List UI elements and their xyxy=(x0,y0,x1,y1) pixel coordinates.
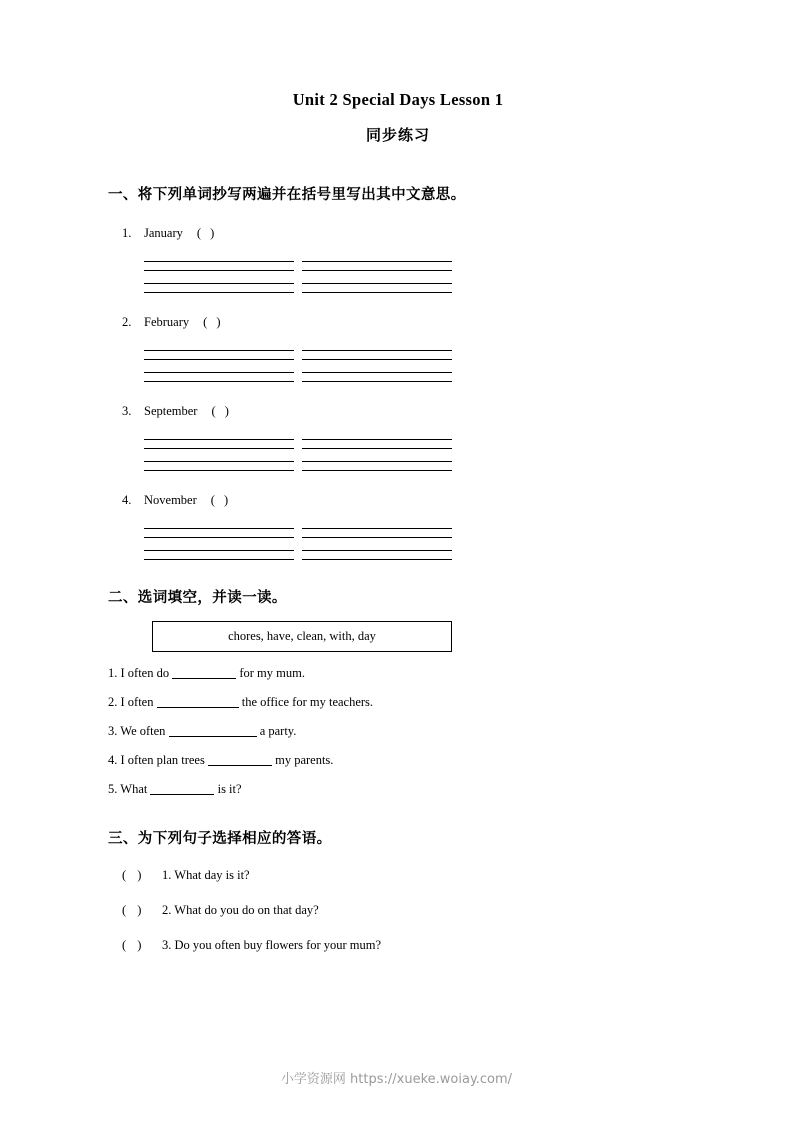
word-meaning-blank[interactable]: ( ) xyxy=(210,493,232,507)
fill-blank-prefix: 5. What xyxy=(108,782,148,796)
match-item xyxy=(108,938,688,953)
writing-rule[interactable] xyxy=(302,440,452,449)
word-number: 1. xyxy=(122,226,132,240)
word-line xyxy=(108,226,688,241)
fill-blank-item xyxy=(108,753,688,768)
writing-lines[interactable] xyxy=(144,249,464,293)
word-number: 2. xyxy=(122,315,132,329)
writing-rule[interactable] xyxy=(144,249,294,262)
word-number: 3. xyxy=(122,404,132,418)
writing-lines[interactable] xyxy=(144,427,464,471)
fill-blank-prefix: 4. I often plan trees xyxy=(108,753,205,767)
fill-blank-suffix: my parents. xyxy=(275,753,334,767)
writing-lines-left[interactable] xyxy=(144,338,294,382)
writing-rule[interactable] xyxy=(302,351,452,360)
writing-lines-left[interactable] xyxy=(144,516,294,560)
worksheet-content xyxy=(108,90,688,953)
fill-blank-item xyxy=(108,666,688,681)
fill-blank-prefix: 2. I often xyxy=(108,695,154,709)
writing-rule[interactable] xyxy=(302,427,452,440)
fill-blank-suffix: the office for my teachers. xyxy=(241,695,374,709)
writing-rule[interactable] xyxy=(144,449,294,462)
fill-blank-suffix: a party. xyxy=(259,724,297,738)
writing-rule[interactable] xyxy=(144,360,294,373)
word-copy-item xyxy=(108,226,688,293)
fill-blank-input[interactable] xyxy=(208,765,272,766)
writing-rule[interactable] xyxy=(144,427,294,440)
writing-lines-right[interactable] xyxy=(302,249,452,293)
writing-rule[interactable] xyxy=(302,284,452,293)
word-text: January xyxy=(144,226,183,240)
writing-rule[interactable] xyxy=(144,529,294,538)
writing-rule[interactable] xyxy=(302,516,452,529)
match-answer-blank[interactable]: ( ) xyxy=(122,868,146,882)
word-copy-item xyxy=(108,493,688,560)
writing-lines-right[interactable] xyxy=(302,427,452,471)
word-number: 4. xyxy=(122,493,132,507)
fill-blank-suffix: is it? xyxy=(217,782,242,796)
writing-rule[interactable] xyxy=(302,462,452,471)
word-line xyxy=(108,404,688,419)
word-line xyxy=(108,315,688,330)
writing-rule[interactable] xyxy=(144,551,294,560)
page-title: Unit 2 Special Days Lesson 1 xyxy=(292,90,504,109)
match-item xyxy=(108,868,688,883)
writing-rule[interactable] xyxy=(302,449,452,462)
fill-blank-item xyxy=(108,695,688,710)
match-question-text: 1. What day is it? xyxy=(162,868,250,882)
writing-lines-left[interactable] xyxy=(144,427,294,471)
word-text: September xyxy=(144,404,198,418)
writing-rule[interactable] xyxy=(144,462,294,471)
writing-rule[interactable] xyxy=(144,538,294,551)
section-2-heading: 二、选词填空，并读一读。 xyxy=(108,590,287,606)
writing-rule[interactable] xyxy=(144,271,294,284)
writing-rule[interactable] xyxy=(144,440,294,449)
writing-rule[interactable] xyxy=(302,538,452,551)
fill-blank-input[interactable] xyxy=(157,707,239,708)
writing-rule[interactable] xyxy=(302,529,452,538)
match-answer-blank[interactable]: ( ) xyxy=(122,903,146,917)
writing-lines-right[interactable] xyxy=(302,338,452,382)
word-meaning-blank[interactable]: ( ) xyxy=(211,404,232,418)
writing-lines-left[interactable] xyxy=(144,249,294,293)
fill-blank-item xyxy=(108,724,688,739)
fill-blank-item xyxy=(108,782,688,797)
section-1-heading: 一、将下列单词抄写两遍并在括号里写出其中文意思。 xyxy=(108,187,466,203)
fill-blank-input[interactable] xyxy=(150,794,214,795)
match-answer-blank[interactable]: ( ) xyxy=(122,938,146,952)
match-question-text: 3. Do you often buy flowers for your mum? xyxy=(162,938,382,952)
match-item xyxy=(108,903,688,918)
writing-lines[interactable] xyxy=(144,516,464,560)
word-bank-box: chores, have, clean, with, day xyxy=(152,621,452,652)
writing-rule[interactable] xyxy=(144,338,294,351)
footer-watermark: 小学资源网 https://xueke.woiay.com/ xyxy=(280,1072,513,1087)
writing-rule[interactable] xyxy=(302,271,452,284)
writing-rule[interactable] xyxy=(302,551,452,560)
writing-rule[interactable] xyxy=(144,284,294,293)
word-meaning-blank[interactable]: ( ) xyxy=(196,226,218,240)
writing-rule[interactable] xyxy=(302,373,452,382)
word-text: February xyxy=(144,315,190,329)
word-copy-item xyxy=(108,404,688,471)
fill-blank-input[interactable] xyxy=(172,678,236,679)
section-3-heading: 三、为下列句子选择相应的答语。 xyxy=(108,831,332,847)
fill-blank-suffix: for my mum. xyxy=(239,666,305,680)
writing-rule[interactable] xyxy=(144,351,294,360)
writing-rule[interactable] xyxy=(144,262,294,271)
word-copy-item xyxy=(108,315,688,382)
writing-rule[interactable] xyxy=(302,249,452,262)
fill-blank-input[interactable] xyxy=(169,736,257,737)
writing-rule[interactable] xyxy=(144,516,294,529)
word-line xyxy=(108,493,688,508)
writing-lines-right[interactable] xyxy=(302,516,452,560)
page-subtitle: 同步练习 xyxy=(365,126,430,144)
fill-blank-prefix: 1. I often do xyxy=(108,666,170,680)
writing-rule[interactable] xyxy=(302,262,452,271)
writing-lines[interactable] xyxy=(144,338,464,382)
fill-blank-prefix: 3. We often xyxy=(108,724,166,738)
writing-rule[interactable] xyxy=(144,373,294,382)
writing-rule[interactable] xyxy=(302,360,452,373)
word-meaning-blank[interactable]: ( ) xyxy=(203,315,224,329)
writing-rule[interactable] xyxy=(302,338,452,351)
match-question-text: 2. What do you do on that day? xyxy=(162,903,319,917)
word-text: November xyxy=(144,493,197,507)
